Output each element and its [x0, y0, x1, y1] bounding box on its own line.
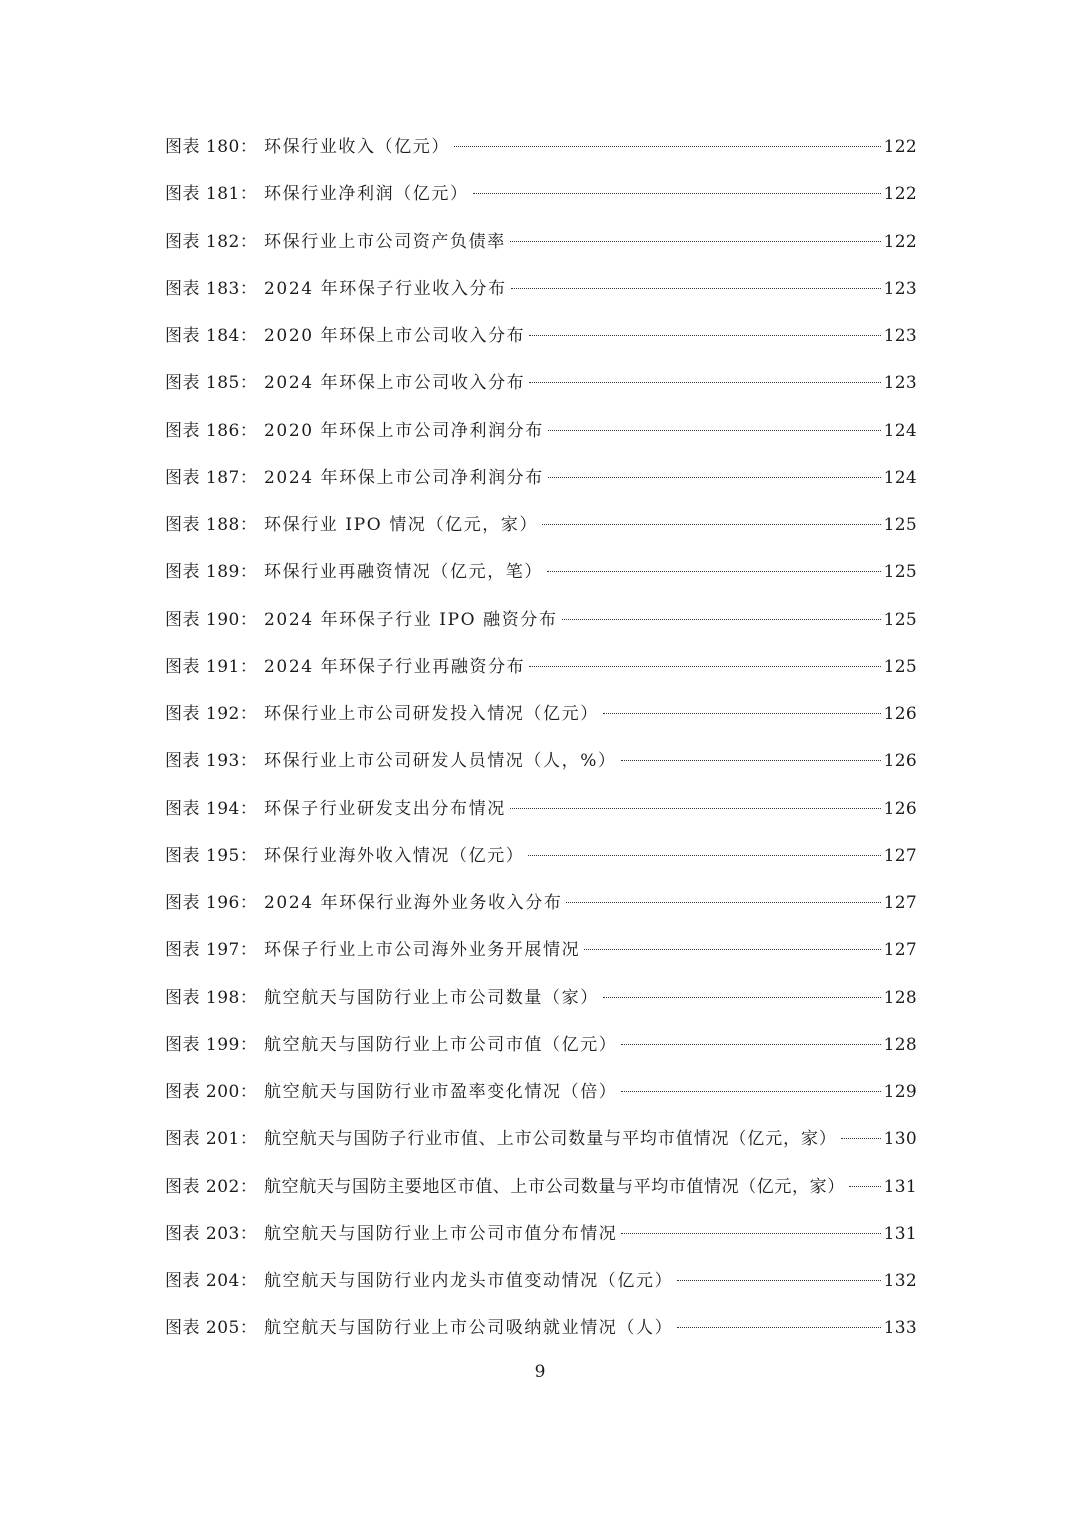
- toc-entry-label: 图表 196：: [165, 893, 258, 913]
- toc-entry-label: 图表 201：: [165, 1129, 258, 1150]
- toc-entry-title: 航空航天与国防行业市盈率变化情况（倍）: [264, 1082, 618, 1102]
- toc-entry-page: 123: [883, 278, 917, 299]
- toc-entry-label: 图表 190：: [165, 609, 258, 630]
- toc-entry[interactable]: [165, 743, 917, 790]
- toc-entry-page: 124: [883, 420, 917, 441]
- toc-entry-title: 环保行业上市公司研发人员情况（人，%）: [264, 751, 617, 772]
- toc-entry-title: 2024 年环保行业海外业务收入分布: [264, 893, 563, 913]
- toc-entry[interactable]: [165, 271, 917, 318]
- toc-entry-page: 125: [883, 656, 917, 677]
- toc-entry-title: 环保子行业研发支出分布情况: [264, 798, 506, 819]
- toc-entry-label: 图表 186：: [165, 420, 258, 441]
- toc-entry-page: 133: [883, 1318, 917, 1339]
- toc-entry-label: 图表 185：: [165, 373, 258, 394]
- toc-entry[interactable]: [165, 885, 917, 932]
- dot-leader: [621, 1044, 880, 1045]
- toc-entry-label: 图表 192：: [165, 704, 258, 724]
- dot-leader: [510, 808, 881, 809]
- dot-leader: [529, 335, 880, 336]
- toc-entry[interactable]: [165, 1074, 917, 1121]
- toc-entry-title: 环保行业净利润（亿元）: [264, 184, 469, 205]
- toc-entry-title: 环保行业再融资情况（亿元，笔）: [264, 562, 543, 583]
- toc-entry-page: 126: [883, 704, 917, 724]
- toc-entry-title: 航空航天与国防行业上市公司市值（亿元）: [264, 1034, 618, 1055]
- toc-entry-label: 图表 188：: [165, 515, 258, 535]
- toc-entry[interactable]: [165, 1310, 917, 1357]
- toc-entry[interactable]: [165, 224, 917, 271]
- dot-leader: [603, 713, 881, 714]
- toc-entry-page: 123: [883, 326, 917, 346]
- toc-entry-title: 2024 年环保子行业 IPO 融资分布: [264, 609, 558, 630]
- toc-entry-label: 图表 194：: [165, 798, 258, 819]
- dot-leader: [529, 666, 880, 667]
- dot-leader: [566, 902, 880, 903]
- toc-entry[interactable]: [165, 838, 917, 885]
- toc-entry-label: 图表 197：: [165, 940, 258, 961]
- toc-entry-page: 126: [883, 798, 917, 819]
- toc-entry-title: 航空航天与国防行业上市公司市值分布情况: [264, 1223, 618, 1244]
- dot-leader: [562, 619, 881, 620]
- toc-entry-label: 图表 182：: [165, 231, 258, 252]
- toc-entry-page: 130: [883, 1129, 917, 1150]
- toc-entry-page: 122: [883, 231, 917, 252]
- toc-entry-title: 2024 年环保子行业再融资分布: [264, 656, 526, 677]
- toc-entry[interactable]: [165, 1169, 917, 1216]
- toc-entry-label: 图表 180：: [165, 137, 258, 157]
- dot-leader: [621, 760, 881, 761]
- dot-leader: [473, 193, 881, 194]
- toc-entry[interactable]: [165, 1121, 917, 1168]
- toc-entry-title: 航空航天与国防子行业市值、上市公司数量与平均市值情况（亿元，家）: [264, 1129, 837, 1150]
- toc-entry-page: 125: [883, 562, 917, 583]
- toc-entry-label: 图表 181：: [165, 184, 258, 205]
- toc-entry[interactable]: [165, 932, 917, 979]
- toc-entry-page: 126: [883, 751, 917, 772]
- toc-entry-page: 125: [883, 515, 917, 535]
- toc-entry-label: 图表 198：: [165, 987, 258, 1008]
- dot-leader: [584, 949, 880, 950]
- toc-entry[interactable]: [165, 1216, 917, 1263]
- dot-leader: [528, 855, 880, 856]
- toc-entry-title: 2020 年环保上市公司净利润分布: [264, 420, 544, 441]
- toc-entry[interactable]: [165, 413, 917, 460]
- dot-leader: [548, 477, 881, 478]
- toc-entry-label: 图表 202：: [165, 1176, 258, 1197]
- toc-entry[interactable]: [165, 318, 917, 365]
- toc-entry[interactable]: [165, 507, 917, 554]
- toc-entry[interactable]: [165, 980, 917, 1027]
- toc-entry-page: 131: [883, 1176, 917, 1197]
- dot-leader: [849, 1186, 881, 1187]
- dot-leader: [511, 288, 881, 289]
- toc-entry-label: 图表 203：: [165, 1223, 258, 1244]
- toc-entry-label: 图表 200：: [165, 1082, 258, 1102]
- toc-entry-page: 129: [883, 1082, 917, 1102]
- toc-entry-title: 环保行业 IPO 情况（亿元，家）: [264, 515, 539, 535]
- table-of-figures: [165, 129, 917, 1358]
- toc-entry-page: 124: [883, 467, 917, 488]
- toc-entry-title: 环保行业上市公司研发投入情况（亿元）: [264, 704, 599, 724]
- toc-entry-label: 图表 199：: [165, 1034, 258, 1055]
- toc-entry-page: 128: [883, 987, 917, 1008]
- dot-leader: [621, 1091, 880, 1092]
- toc-entry[interactable]: [165, 365, 917, 412]
- page-number: 9: [534, 1362, 546, 1382]
- toc-entry-label: 图表 204：: [165, 1271, 258, 1291]
- dot-leader: [454, 146, 881, 147]
- dot-leader: [542, 524, 881, 525]
- toc-entry[interactable]: [165, 602, 917, 649]
- dot-leader: [548, 430, 881, 431]
- toc-entry-page: 127: [883, 845, 917, 866]
- toc-entry-page: 122: [883, 184, 917, 205]
- toc-entry-label: 图表 187：: [165, 467, 258, 488]
- toc-entry-title: 环保子行业上市公司海外业务开展情况: [264, 940, 581, 961]
- dot-leader: [547, 571, 881, 572]
- toc-entry-title: 环保行业收入（亿元）: [264, 137, 450, 157]
- dot-leader: [677, 1280, 880, 1281]
- toc-entry[interactable]: [165, 176, 917, 223]
- toc-entry[interactable]: [165, 649, 917, 696]
- toc-entry-label: 图表 193：: [165, 751, 258, 772]
- toc-entry-title: 2024 年环保上市公司净利润分布: [264, 467, 544, 488]
- dot-leader: [677, 1327, 880, 1328]
- toc-entry-label: 图表 189：: [165, 562, 258, 583]
- toc-entry-title: 航空航天与国防主要地区市值、上市公司数量与平均市值情况（亿元，家）: [264, 1176, 845, 1197]
- toc-entry-label: 图表 183：: [165, 278, 258, 299]
- toc-entry-page: 122: [883, 137, 917, 157]
- toc-entry-title: 2024 年环保子行业收入分布: [264, 278, 507, 299]
- toc-entry-title: 环保行业海外收入情况（亿元）: [264, 845, 525, 866]
- toc-entry-page: 128: [883, 1034, 917, 1055]
- toc-entry-title: 2020 年环保上市公司收入分布: [264, 326, 526, 346]
- dot-leader: [621, 1233, 880, 1234]
- toc-entry[interactable]: [165, 554, 917, 601]
- toc-entry-label: 图表 195：: [165, 845, 258, 866]
- dot-leader: [841, 1138, 881, 1139]
- toc-entry-label: 图表 191：: [165, 656, 258, 677]
- toc-entry[interactable]: [165, 696, 917, 743]
- toc-entry[interactable]: [165, 460, 917, 507]
- toc-entry[interactable]: [165, 1027, 917, 1074]
- dot-leader: [529, 382, 880, 383]
- toc-entry-page: 127: [883, 893, 917, 913]
- toc-entry-label: 图表 205：: [165, 1318, 258, 1339]
- toc-entry-page: 123: [883, 373, 917, 394]
- toc-entry-page: 127: [883, 940, 917, 961]
- dot-leader: [603, 997, 881, 998]
- toc-entry[interactable]: [165, 791, 917, 838]
- toc-entry-page: 125: [883, 609, 917, 630]
- toc-entry-title: 航空航天与国防行业上市公司吸纳就业情况（人）: [264, 1318, 674, 1339]
- toc-entry[interactable]: [165, 129, 917, 176]
- toc-entry-title: 航空航天与国防行业内龙头市值变动情况（亿元）: [264, 1271, 674, 1291]
- toc-entry-page: 131: [883, 1223, 917, 1244]
- toc-entry-page: 132: [883, 1271, 917, 1291]
- toc-entry-label: 图表 184：: [165, 326, 258, 346]
- toc-entry-title: 环保行业上市公司资产负债率: [264, 231, 506, 252]
- toc-entry-title: 航空航天与国防行业上市公司数量（家）: [264, 987, 599, 1008]
- toc-entry[interactable]: [165, 1263, 917, 1310]
- dot-leader: [510, 241, 881, 242]
- toc-entry-title: 2024 年环保上市公司收入分布: [264, 373, 526, 394]
